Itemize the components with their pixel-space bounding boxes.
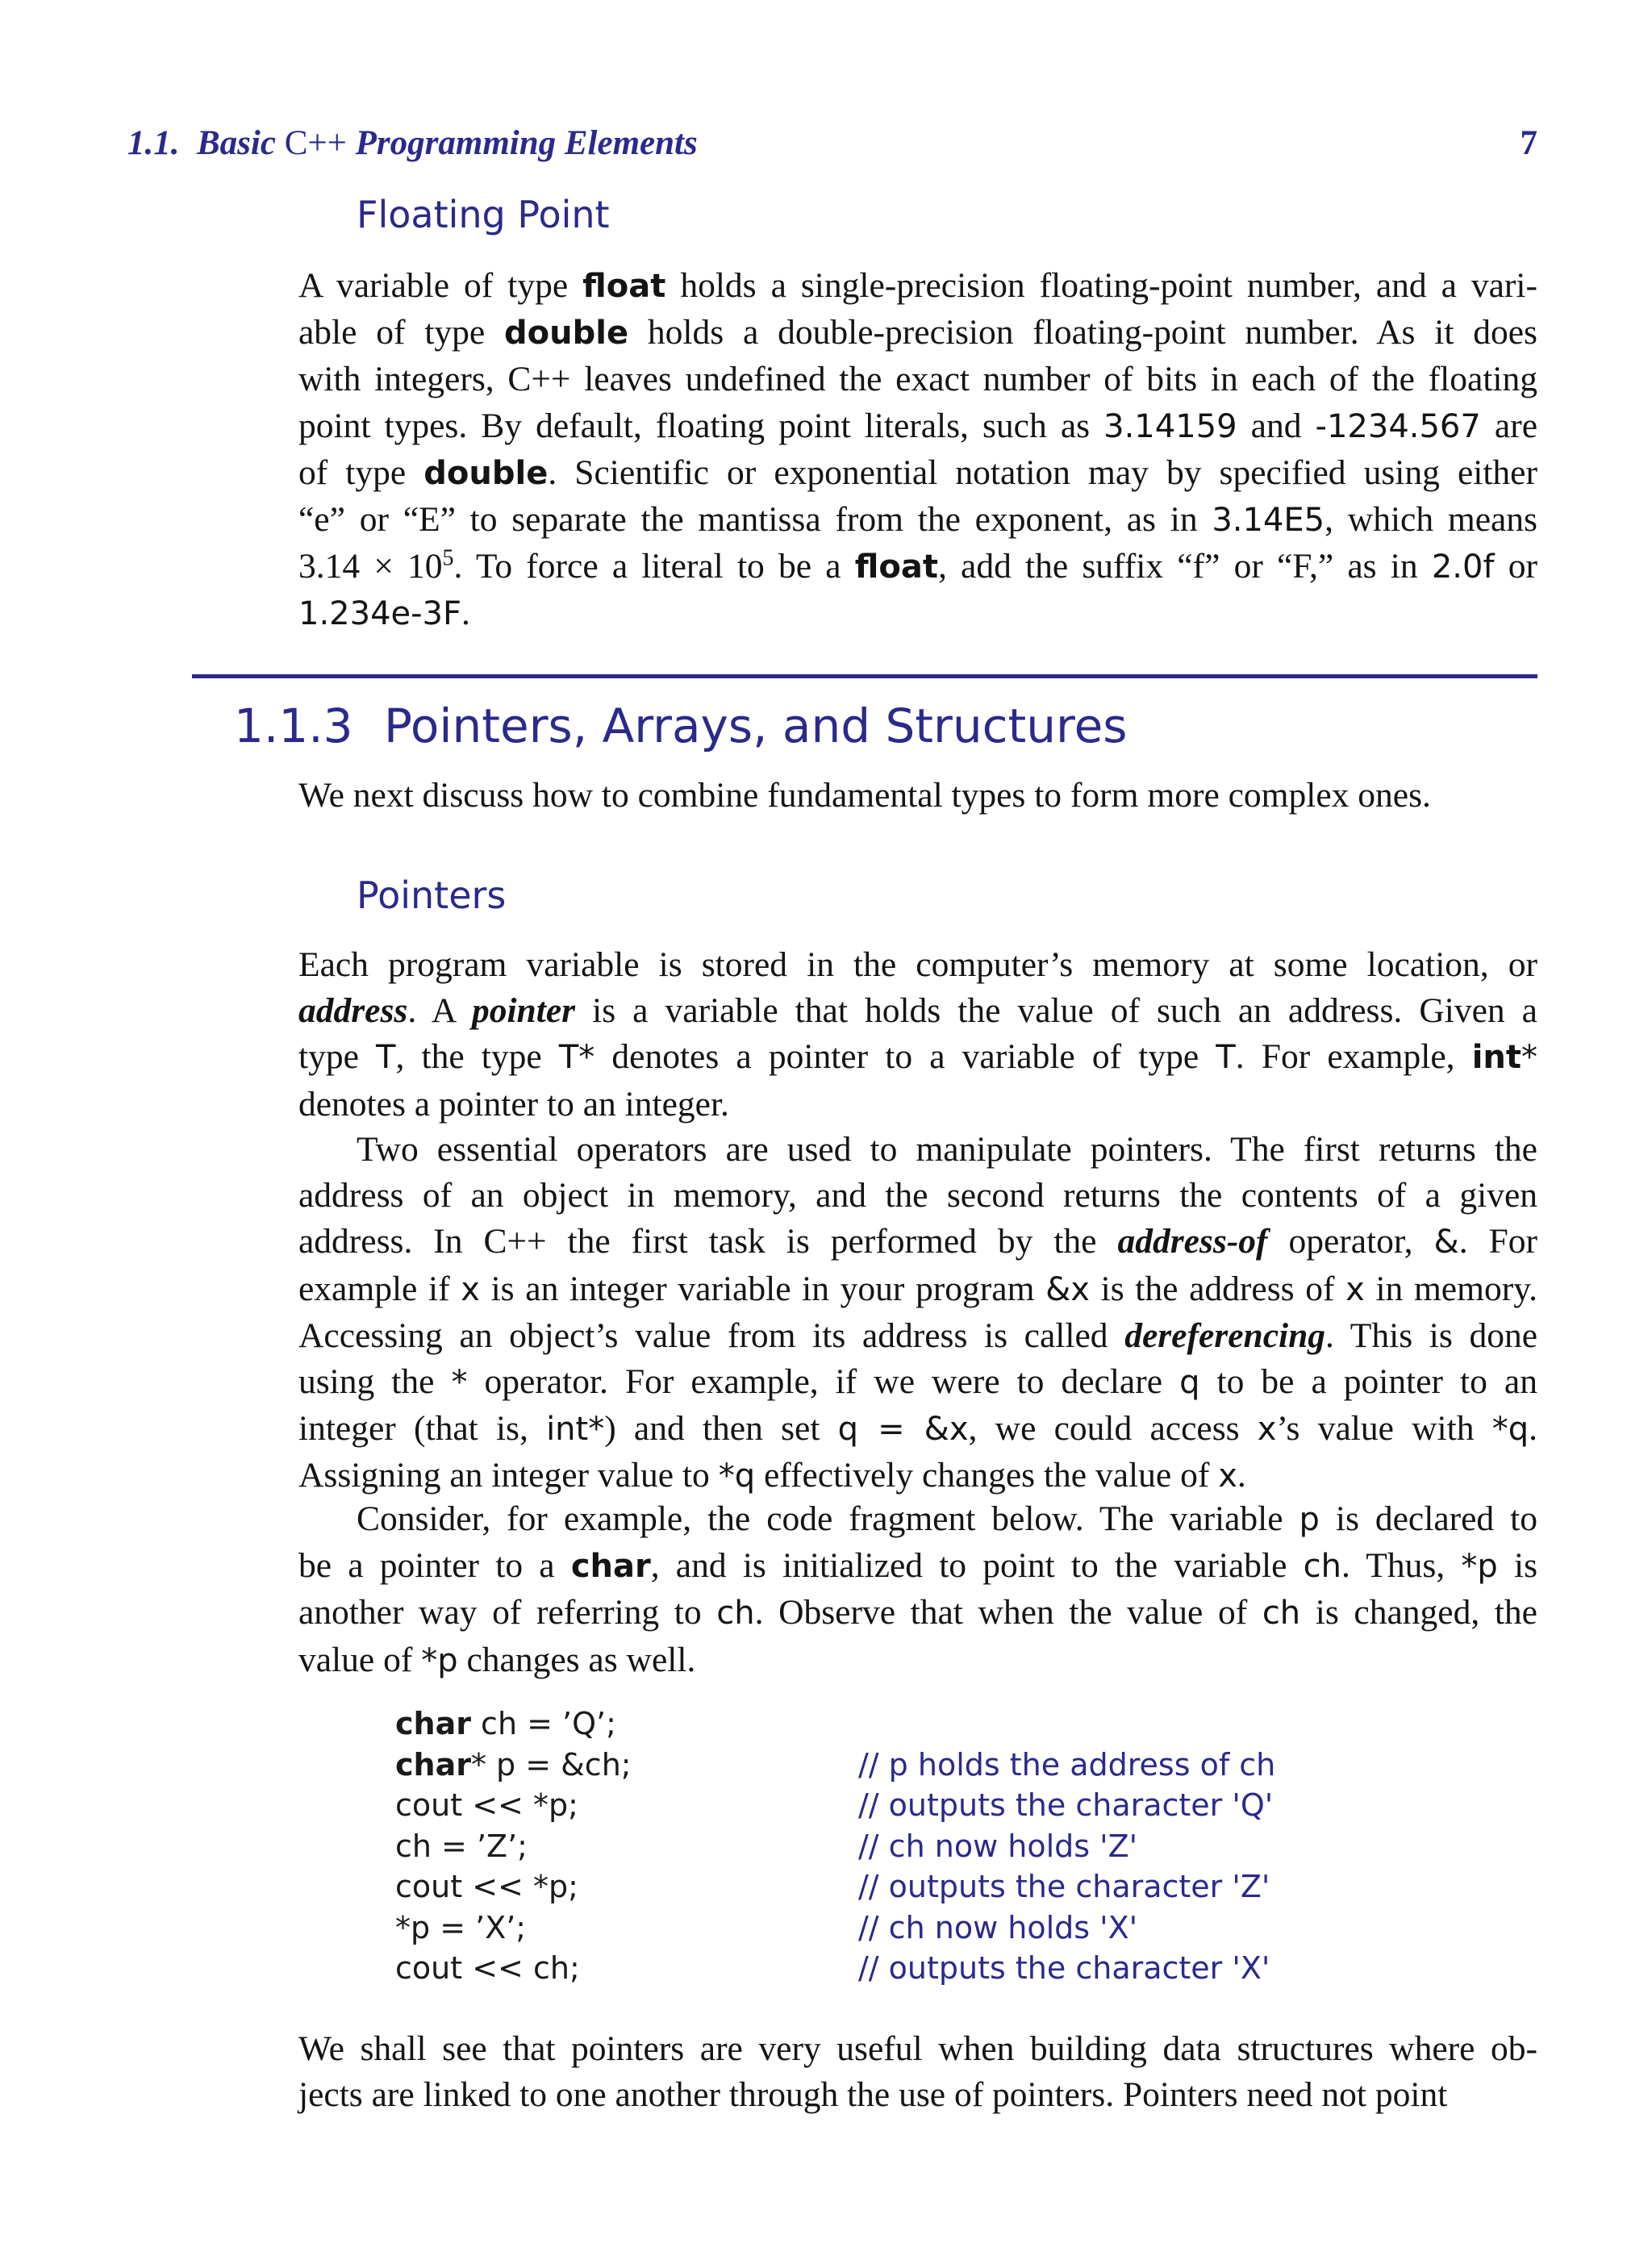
code-text: &x <box>1045 1270 1090 1308</box>
code-statement: cout << *p; <box>395 1869 578 1904</box>
code-text: p <box>1299 1501 1320 1538</box>
text-line: We shall see that pointers are very useful when building data structures where ob- <box>298 2029 1537 2068</box>
code-comment: // p holds the address of ch <box>858 1746 1276 1783</box>
text-line: using the * operator. For example, if we were to declare q to be a pointer to an <box>298 1362 1537 1402</box>
paragraph-pointers-1 <box>298 942 1537 1128</box>
subsection-heading-floating-point: Floating Point <box>357 193 610 236</box>
code-statement: char* p = &ch; <box>395 1746 632 1783</box>
text-line: type T, the type T* denotes a pointer to a variable of type T. For example, int* <box>298 1037 1537 1077</box>
running-head <box>127 121 1537 166</box>
code-text: x <box>461 1270 480 1308</box>
code-text: *q <box>718 1457 756 1495</box>
code-text: 1.234e-3F <box>298 595 462 633</box>
text-line: with integers, C++ leaves undefined the exact number of bits in each of the floating <box>298 360 1537 399</box>
text-line: address. In C++ the first task is performed by the address-of operator, &. For <box>298 1222 1537 1261</box>
text-line: Each program variable is stored in the computer’s memory at some location, or <box>298 945 1537 984</box>
code-comment: // outputs the character 'X' <box>858 1950 1270 1986</box>
text-line: We next discuss how to combine fundamental types to form more complex ones. <box>298 776 1431 815</box>
code-text: 3.14159 <box>1103 407 1237 445</box>
paragraph-floating-point <box>298 263 1537 638</box>
code-text: ch <box>1262 1595 1301 1632</box>
text-line: point types. By default, floating point literals, such as 3.14159 and -1234.567 are <box>298 406 1538 445</box>
text-line: jects are linked to one another through the use of pointers. Pointers need not point <box>298 2075 1448 2115</box>
text-line: another way of referring to ch. Observe that when the value of ch is changed, the <box>298 1593 1537 1632</box>
section-title-text: Pointers, Arrays, and Structures <box>384 698 1128 753</box>
code-statement: *p = ’X’; <box>395 1909 527 1945</box>
code-line <box>395 1866 1444 1908</box>
code-keyword: char <box>395 1746 471 1783</box>
paragraph-pointers-4 <box>298 2026 1537 2118</box>
code-comment: // outputs the character 'Q' <box>858 1787 1274 1823</box>
text-line: address. A pointer is a variable that holds the value of such an address. Given a <box>298 991 1537 1031</box>
section-heading <box>234 694 1128 758</box>
keyword-text: float <box>854 548 938 586</box>
text-line: be a pointer to a char, and is initialized to point to the variable ch. Thus, *p is <box>298 1546 1537 1586</box>
text-line: example if x is an integer variable in your program &x is the address of x in memory. <box>298 1269 1537 1308</box>
code-comment: // outputs the character 'Z' <box>858 1869 1270 1904</box>
code-text: ch <box>716 1595 755 1632</box>
term-text: address-of <box>1117 1222 1268 1261</box>
code-text: & <box>1433 1224 1459 1261</box>
code-text: * <box>1521 1039 1537 1077</box>
code-keyword: char <box>395 1706 471 1741</box>
term-text: pointer <box>471 991 576 1031</box>
text-line: A variable of type float holds a single-precision floating-point number, and a vari- <box>298 266 1537 305</box>
code-fragment <box>395 1703 1444 1989</box>
section-rule <box>192 674 1537 678</box>
page-number: 7 <box>1520 124 1537 162</box>
term-text: address <box>298 991 408 1031</box>
code-text: 2.0f <box>1431 548 1495 586</box>
text-line: able of type double holds a double-precision floating-point number. As it does <box>298 313 1537 352</box>
code-line <box>395 1948 1444 1989</box>
text-line: Two essential operators are used to manipulate pointers. The first returns the <box>357 1130 1537 1169</box>
code-text: q = &x <box>837 1411 969 1449</box>
code-line <box>395 1745 1444 1786</box>
code-line <box>395 1785 1444 1826</box>
text-line: Accessing an object’s value from its address is called dereferencing. This is done <box>298 1316 1538 1355</box>
text-line: address of an object in memory, and the second returns the contents of a given <box>298 1176 1537 1215</box>
code-line <box>395 1826 1444 1867</box>
code-text: ch <box>1303 1548 1341 1586</box>
text-line: of type double. Scientific or exponential notation may by specified using either <box>298 452 1537 492</box>
code-line <box>395 1908 1444 1949</box>
code-statement: cout << ch; <box>395 1950 580 1986</box>
text-line: Consider, for example, the code fragment below. The variable p is declared to <box>357 1499 1537 1538</box>
keyword-text: char <box>570 1548 651 1586</box>
keyword-text: double <box>504 315 629 352</box>
code-text: x <box>1345 1270 1365 1308</box>
code-text: q <box>1179 1364 1200 1402</box>
text-line: 1.234e-3F. <box>298 594 470 633</box>
code-statement: char ch = ’Q’; <box>395 1706 616 1741</box>
text-line: integer (that is, int*) and then set q = &x, we could access x’s value with *q. <box>298 1409 1537 1449</box>
code-text: T <box>1216 1039 1236 1077</box>
section-number: 1.1.3 <box>234 698 353 753</box>
code-text: x <box>1218 1457 1237 1495</box>
text-line: Assigning an integer value to *q effectively changes the value of x. <box>298 1456 1246 1495</box>
text-line: $3.14 \times 10^5$. To force a literal to be a float, add the suffix “f” or “F,” as in 2.0f or <box>298 545 1537 586</box>
keyword-text: int <box>1471 1039 1521 1077</box>
code-line <box>395 1703 1444 1745</box>
code-text: int* <box>546 1411 605 1449</box>
code-text: -1234.567 <box>1315 407 1481 445</box>
paragraph-section-intro <box>298 773 1537 819</box>
code-text: T* <box>558 1039 595 1077</box>
text-line: “e” or “E” to separate the mantissa from the exponent, as in 3.14E5, which means <box>298 500 1537 540</box>
keyword-text: double <box>423 454 549 492</box>
running-head-title: 1.1. Basic C++ Programming Elements <box>127 124 698 162</box>
paragraph-pointers-2 <box>298 1127 1537 1500</box>
code-statement: cout << *p; <box>395 1787 578 1823</box>
code-statement: ch = ’Z’; <box>395 1828 528 1864</box>
code-comment: // ch now holds 'X' <box>858 1909 1138 1945</box>
code-text: T <box>376 1039 396 1077</box>
keyword-text: float <box>582 268 666 305</box>
code-text: *p <box>421 1641 458 1679</box>
superscript: 5 <box>442 545 454 571</box>
text-line: denotes a pointer to an integer. <box>298 1084 729 1124</box>
code-text: 3.14E5 <box>1212 502 1325 540</box>
text-line: value of *p changes as well. <box>298 1640 696 1679</box>
code-text: *p <box>1461 1548 1498 1586</box>
term-text: dereferencing <box>1124 1316 1326 1355</box>
code-text: x <box>1257 1411 1277 1449</box>
code-text: * <box>451 1364 468 1402</box>
subsection-heading-pointers: Pointers <box>357 874 507 917</box>
code-comment: // ch now holds 'Z' <box>858 1828 1138 1864</box>
paragraph-pointers-3 <box>298 1496 1537 1684</box>
code-text: *q <box>1491 1411 1529 1449</box>
